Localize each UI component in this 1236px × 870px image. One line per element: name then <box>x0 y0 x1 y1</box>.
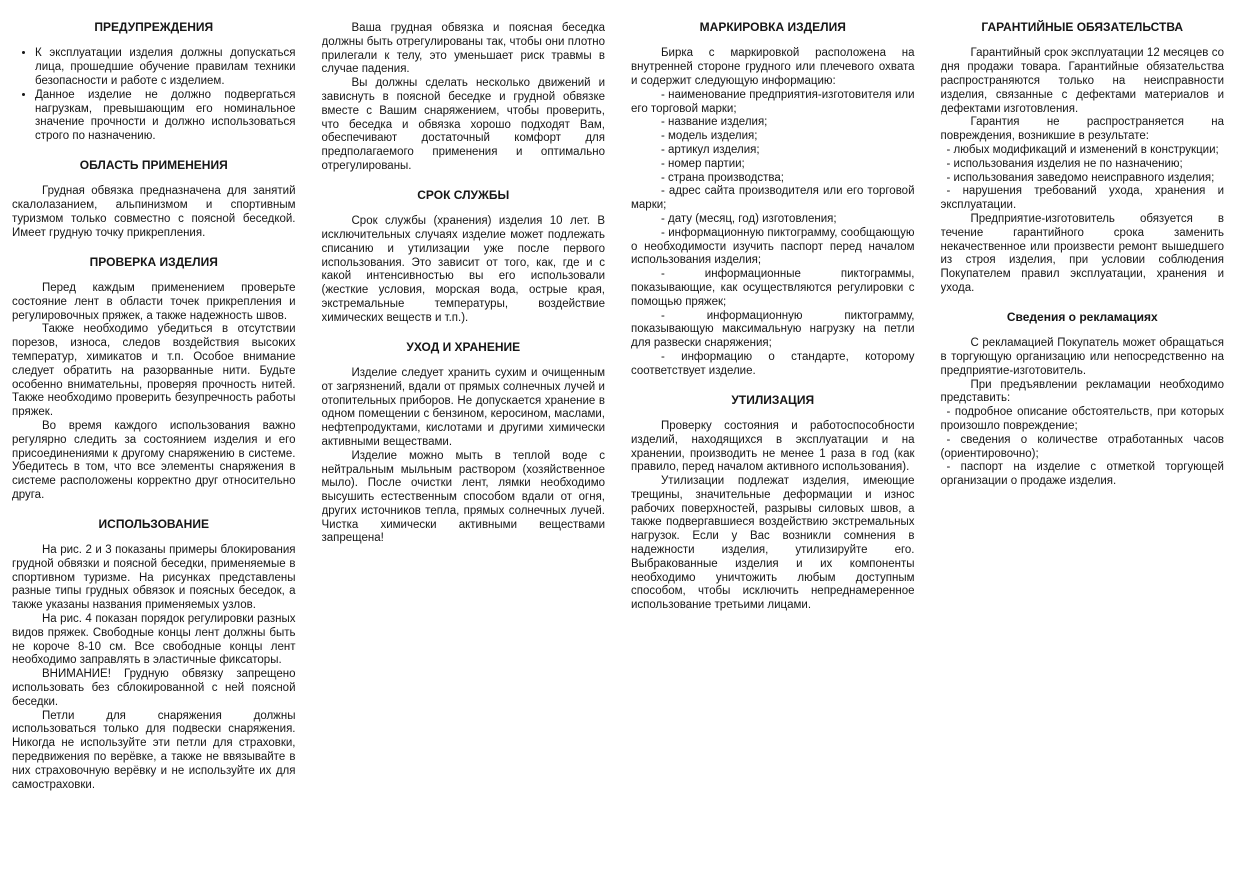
warning-item: • Данное изделие не должно подвергаться нагрузкам, превышающим его номинальное значение прочности и должно использоваться строго по назначению. <box>35 89 296 144</box>
paragraph: Грудная обвязка предназначена для занятий скалолазанием, альпинизмом и спортивным туризмом только совместно с поясной беседкой. Имеет грудную точку прикрепления. <box>12 185 296 239</box>
paragraph: На рис. 2 и 3 показаны примеры блокирования грудной обвязки и поясной беседки, применяемые в спортивном туризме. На рисунках представлены разные типы грудных обвязок и поясных беседок, а также указаны названия применяемых узлов. <box>12 544 296 612</box>
section-heading-usage: ИСПОЛЬЗОВАНИЕ <box>98 516 209 531</box>
paragraph: Во время каждого использования важно регулярно следить за состоянием изделия и его присоединениями к другому снаряжению в системе. Убедитесь в том, что все элементы снаряжения в системе расположены корректно друг относительно друга. <box>12 419 296 501</box>
marking-list-item: - дату (месяц, год) изготовления; <box>661 212 837 225</box>
claims-requirement-item: - паспорт на изделие с отметкой торгующей организации о продаже изделия. <box>940 461 1224 488</box>
column-fit-lifetime-care <box>322 16 606 870</box>
section-heading-warranty: ГАРАНТИЙНЫЕ ОБЯЗАТЕЛЬСТВА <box>981 20 1184 34</box>
section-heading-scope: ОБЛАСТЬ ПРИМЕНЕНИЯ <box>79 157 228 172</box>
claims-requirement-item: - сведения о количестве отработанных часов (ориентировочно); <box>940 433 1224 460</box>
paragraph: ВНИМАНИЕ! Грудную обвязку запрещено использовать без сблокированной с ней поясной беседки. <box>12 668 296 708</box>
paragraph: Гарантийный срок эксплуатации 12 месяцев со дня продажи товара. Гарантийные обязательства распространяются только на неисправности изделия, связанные с дефектами материалов и дефектами изготовления. <box>940 47 1224 115</box>
section-heading-care: УХОД И ХРАНЕНИЕ <box>406 339 521 354</box>
paragraph: Вы должны сделать несколько движений и зависнуть в поясной беседке и грудной обвязке вместе с Вашим снаряжением, чтобы проверить, что беседка и обвязка хорошо подходят Вам, обеспечивают достаточный комфорт для предполагаемого применения и оптимально отрегулированы. <box>321 77 605 172</box>
warranty-exclusion-item: - нарушения требований ухода, хранения и эксплуатации. <box>940 185 1224 212</box>
paragraph: Ваша грудная обвязка и поясная беседка должны быть отрегулированы так, чтобы они плотно прилегали к телу, это уменьшает риск травмы в случае падения. <box>321 22 605 76</box>
column-marking-disposal <box>631 16 915 870</box>
marking-list-item: - информационные пиктограммы, показывающие, как осуществляются регулировки с помощью пряжек; <box>631 268 915 308</box>
marking-list-item: - информационную пиктограмму, сообщающую о необходимости изучить паспорт перед началом использования изделия; <box>631 226 915 267</box>
marking-list-item: - наименование предприятия-изготовителя или его торговой марки; <box>631 88 915 115</box>
marking-list-item: - модель изделия; <box>661 130 758 143</box>
warning-item: • К эксплуатации изделия должны допускаться лица, прошедшие обучение правилам техники безопасности и работе с изделием. <box>35 47 296 88</box>
paragraph: Гарантия не распространяется на повреждения, возникшие в результате: <box>940 116 1224 143</box>
marking-list-item: - артикул изделия; <box>661 143 760 156</box>
section-heading-disposal: УТИЛИЗАЦИЯ <box>731 392 815 407</box>
marking-list-item: - номер партии; <box>661 157 745 170</box>
paragraph: Изделие следует хранить сухим и очищенным от загрязнений, вдали от прямых солнечных лучей и отопительных приборов. Не допускается хранение в одном помещении с бензином, керосином, маслами, нефтепродуктами, кислотами и другими химически активными веществами. <box>321 366 605 448</box>
marking-list-item: - адрес сайта производителя или его торговой марки; <box>631 185 915 212</box>
claims-requirement-item: - подробное описание обстоятельств, при которых произошло повреждение; <box>940 406 1224 432</box>
paragraph: Проверку состояния и работоспособности изделий, находящихся в эксплуатации и на хранении, производить не менее 1 раза в год (как правило, перед началом активного использования). <box>631 419 915 474</box>
section-heading-warnings: ПРЕДУПРЕЖДЕНИЯ <box>94 20 214 34</box>
section-heading-claims: Сведения о рекламациях <box>1006 309 1158 324</box>
paragraph: Петли для снаряжения должны использоваться только для подвески снаряжения. Никогда не используйте эти петли для страховки, передвижения по верёвке, а также не ввязывайте в них страховочную верёвку и не используйте их для самостраховки. <box>12 709 296 791</box>
column-warnings-usage <box>12 16 296 870</box>
paragraph: При предъявлении рекламации необходимо представить: <box>940 378 1224 405</box>
paragraph: Утилизации подлежат изделия, имеющие трещины, значительные деформации и износ рабочих поверхностей, разрывы силовых швов, а также подвергавшиеся воздействию экстремальных нагрузок. Если у Вас возникли сомнения в надежности изделия, утилизируйте его. Выбракованные изделия и их компоненты необходимо уничтожить любым доступным способом, чтобы исключить непреднамеренное использование третьими лицами. <box>631 475 915 612</box>
paragraph: С рекламацией Покупатель может обращаться в торгующую организацию или непосредственно на предприятие-изготовитель. <box>940 337 1224 377</box>
section-heading-inspection: ПРОВЕРКА ИЗДЕЛИЯ <box>89 254 218 269</box>
section-heading-lifetime: СРОК СЛУЖБЫ <box>417 187 510 202</box>
paragraph: На рис. 4 показан порядок регулировки разных видов пряжек. Свободные концы лент должны быть не короче 8-10 см. Все свободные концы лент необходимо заправлять в эластичные фиксаторы. <box>12 613 296 667</box>
column-warranty-claims <box>941 16 1225 870</box>
warranty-exclusion-item: - использования изделия не по назначению; <box>946 157 1183 170</box>
warnings-bullet-list <box>12 47 296 144</box>
marking-list-item: - информационную пиктограмму, показывающую максимальную нагрузку на петли для развески снаряжения; <box>631 309 915 350</box>
marking-list-item: - страна производства; <box>661 171 784 184</box>
paragraph: Бирка с маркировкой расположена на внутренней стороне грудного или плечевого охвата и содержит следующую информацию: <box>631 47 915 87</box>
paragraph: Изделие можно мыть в теплой воде с нейтральным мыльным раствором (хозяйственное мыло). После очистки лент, лямки необходимо высушить естественным способом вдали от огня, других источников тепла, прямых солнечных лучей. Чистка химически активными веществами запрещена! <box>321 449 605 545</box>
marking-list-item: - информацию о стандарте, которому соответствует изделие. <box>631 350 915 377</box>
warranty-exclusion-item: - любых модификаций и изменений в конструкции; <box>946 143 1219 156</box>
paragraph: Предприятие-изготовитель обязуется в течение гарантийного срока заменить некачественное или произвести ремонт вышедшего из строя изделия, при условии соблюдения Покупателем правил эксплуатации, хранения и ухода. <box>940 212 1224 294</box>
paragraph: Перед каждым применением проверьте состояние лент в области точек прикрепления и регулировочных пряжек, а также надежность швов. <box>12 281 296 322</box>
marking-list-item: - название изделия; <box>661 116 768 129</box>
paragraph: Срок службы (хранения) изделия 10 лет. В исключительных случаях изделие может подлежать списанию и утилизации уже после первого использования. Это зависит от того, как, где и с какой интенсивностью вы его использовали (жесткие условия, морская вода, острые края, экстремальные температуры, воздействие химических веществ и т.п.). <box>321 215 605 324</box>
warranty-exclusion-item: - использования заведомо неисправного изделия; <box>946 171 1215 184</box>
section-heading-marking: МАРКИРОВКА ИЗДЕЛИЯ <box>699 20 846 34</box>
paragraph: Также необходимо убедиться в отсутствии порезов, износа, следов воздействия высоких температур, химикатов и т.п. Особое внимание следует обратить на разорванные нити. Будьте особенно внимательны, проверяя прочность нитей. Также необходимо проверить безупречность работы пряжек. <box>12 323 296 419</box>
